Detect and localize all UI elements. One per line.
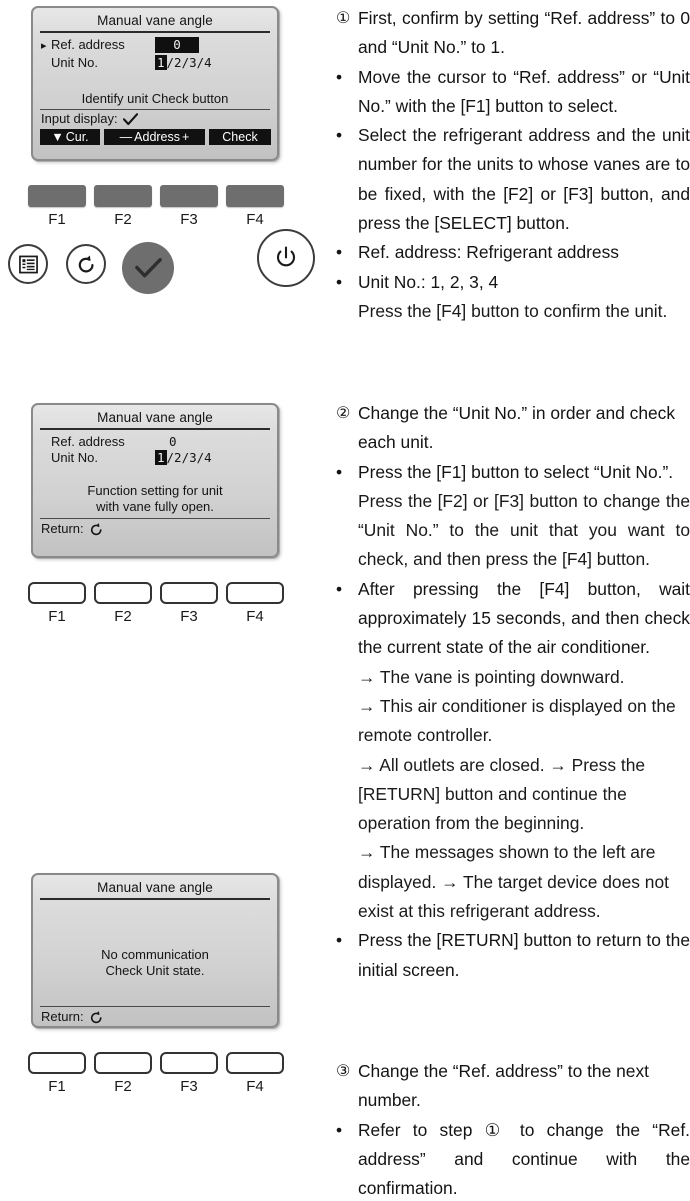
step1-bullet-4-continuation: Press the [F4] button to confirm the unit. <box>358 300 668 321</box>
softkey-check-label: Check <box>222 130 258 144</box>
softkey-address[interactable] <box>104 129 205 145</box>
function-key-f3[interactable] <box>160 582 218 626</box>
lcd2-message-line2: with vane fully open. <box>96 499 214 514</box>
lcd3-return-label: Return: <box>41 1009 84 1024</box>
return-arrow-icon <box>76 254 97 275</box>
function-key-f4[interactable] <box>226 582 284 626</box>
f3-label: F3 <box>180 608 198 625</box>
step2-arrow-3: → All outlets are closed. → Press the [RETURN] button and continue the operation from the beginning. <box>358 754 646 834</box>
function-key-f2[interactable] <box>94 1052 152 1096</box>
lcd1-ref-address-label: Ref. address <box>51 37 125 52</box>
function-key-row-3 <box>28 1052 284 1096</box>
instructions-column <box>336 0 690 1201</box>
step1-text: First, confirm by setting “Ref. address” to 0 and “Unit No.” to 1. <box>358 8 690 58</box>
step2-bullet-1 <box>336 458 690 487</box>
lcd-screen-3 <box>31 873 279 1028</box>
lcd1-unit-no-selected: 1 <box>157 54 165 70</box>
down-triangle-icon: ▼ <box>51 130 64 144</box>
power-icon <box>274 246 298 270</box>
lcd2-row-unit-no[interactable] <box>39 450 271 466</box>
lcd-screen-1 <box>31 6 279 161</box>
bullet-icon: • <box>336 66 343 87</box>
step2-bullet-1-continuation: Press the [F2] or [F3] button to change the “Unit No.” to the unit that you want to check, and then press the [F4] button. <box>358 490 690 570</box>
f4-pad-icon[interactable] <box>226 582 284 604</box>
instruction-step-3 <box>336 1057 690 1201</box>
function-key-f4[interactable] <box>226 1052 284 1096</box>
step1-bullet-3-text: Ref. address: Refrigerant address <box>358 242 619 263</box>
lcd2-row-ref-address[interactable] <box>39 434 271 450</box>
step-number-3: ③ <box>336 1063 351 1080</box>
return-arrow-icon <box>89 1010 104 1025</box>
step1-bullet-2-text: Select the refrigerant address and the unit number for the units to whose vanes are to be fixed, with the [F2] or [F3] button, and press the [SELECT] button. <box>358 125 690 234</box>
controller-illustrations-column <box>0 0 330 1201</box>
function-key-f2[interactable] <box>94 582 152 626</box>
lcd2-ref-address-value[interactable]: 0 <box>169 434 177 449</box>
step1-bullet-4 <box>336 268 690 297</box>
lcd-screen-2 <box>31 403 279 558</box>
lcd2-message-rule <box>40 518 270 519</box>
lcd1-unit-no-label: Unit No. <box>51 54 98 70</box>
function-key-f2[interactable] <box>94 185 152 229</box>
lcd1-unit-no-rest: /2/3/4 <box>166 54 212 70</box>
step1-bullet-1-text: Move the cursor to “Ref. address” or “Unit No.” with the [F1] button to select. <box>358 66 690 116</box>
f3-label: F3 <box>180 211 198 228</box>
step1-bullet-1 <box>336 63 690 122</box>
bullet-icon: • <box>336 578 343 599</box>
step2-bullet-3 <box>336 926 690 985</box>
softkey-cur-label: Cur. <box>65 130 89 144</box>
lcd2-unit-no-value[interactable] <box>155 450 212 466</box>
power-button[interactable] <box>257 229 315 287</box>
function-key-f1[interactable] <box>28 582 86 626</box>
bullet-icon: • <box>336 242 343 263</box>
f2-pad-icon[interactable] <box>94 185 152 207</box>
lcd3-return-row <box>39 1009 271 1025</box>
function-key-f1[interactable] <box>28 1052 86 1096</box>
f4-label: F4 <box>246 1078 264 1095</box>
step1-heading <box>336 4 690 63</box>
function-key-row-2 <box>28 582 284 626</box>
step3-bullet-1-text: Refer to step ① to change the “Ref. address” and continue with the confirmation. <box>358 1119 690 1199</box>
lcd2-unit-no-selected: 1 <box>157 449 165 465</box>
return-button[interactable] <box>66 244 106 284</box>
step3-text: Change the “Ref. address” to the next number. <box>358 1061 649 1111</box>
select-button[interactable] <box>122 242 174 294</box>
check-icon <box>123 113 138 126</box>
f4-label: F4 <box>246 211 264 228</box>
f1-pad-icon[interactable] <box>28 185 86 207</box>
f1-pad-icon[interactable] <box>28 582 86 604</box>
softkey-check[interactable] <box>209 129 271 145</box>
lcd1-softkey-bar <box>39 129 271 145</box>
step2-text: Change the “Unit No.” in order and check each unit. <box>358 403 676 453</box>
step3-heading <box>336 1057 690 1116</box>
lcd2-title-rule <box>40 428 270 430</box>
lcd2-ref-address-label: Ref. address <box>51 434 125 449</box>
lcd2-unit-no-rest: /2/3/4 <box>166 449 212 465</box>
bullet-icon: • <box>336 930 343 951</box>
f2-pad-icon[interactable] <box>94 1052 152 1074</box>
step2-bullet-2-text: After pressing the [F4] button, wait approximately 15 seconds, and then check the current state of the air conditioner. <box>358 578 690 658</box>
step1-bullet-4-text: Unit No.: 1, 2, 3, 4 <box>358 271 499 292</box>
lcd1-message-rule <box>40 109 270 110</box>
bullet-icon: • <box>336 271 343 292</box>
lcd1-input-display-label: Input display: <box>41 111 118 126</box>
lcd2-message-line1: Function setting for unit <box>87 483 223 498</box>
step-number-2: ② <box>336 405 351 422</box>
lcd2-title: Manual vane angle <box>97 410 213 425</box>
function-key-f3[interactable] <box>160 1052 218 1096</box>
check-icon <box>135 257 162 279</box>
function-key-f3[interactable] <box>160 185 218 229</box>
lcd3-message-rule <box>40 1006 270 1007</box>
f4-label: F4 <box>246 608 264 625</box>
step2-bullet-2 <box>336 575 690 663</box>
plus-icon: + <box>182 130 190 144</box>
lcd1-message: Identify unit Check button <box>81 91 229 106</box>
menu-button[interactable] <box>8 244 48 284</box>
f1-label: F1 <box>48 608 66 625</box>
cursor-caret-icon: ▸ <box>41 40 47 52</box>
step2-heading <box>336 399 690 458</box>
function-key-row-1 <box>28 185 284 229</box>
function-key-f1[interactable] <box>28 185 86 229</box>
f3-pad-icon[interactable] <box>160 1052 218 1074</box>
lcd1-unit-no-value[interactable] <box>155 55 212 71</box>
f2-label: F2 <box>114 1078 132 1095</box>
lcd3-title-rule <box>40 898 270 900</box>
f4-pad-icon[interactable] <box>226 1052 284 1074</box>
lcd1-ref-address-value[interactable]: 0 <box>155 37 199 53</box>
step3-bullet-1 <box>336 1116 690 1201</box>
step2-arrow-2: → This air conditioner is displayed on the remote controller. <box>358 695 676 746</box>
bullet-icon: • <box>336 1119 343 1140</box>
f3-pad-icon[interactable] <box>160 185 218 207</box>
f1-pad-icon[interactable] <box>28 1052 86 1074</box>
step2-bullet-1-text: Press the [F1] button to select “Unit No.”. <box>358 461 674 482</box>
circle-button-row <box>0 244 330 306</box>
lcd2-return-label: Return: <box>41 521 84 536</box>
f2-pad-icon[interactable] <box>94 582 152 604</box>
f2-label: F2 <box>114 211 132 228</box>
instruction-step-2 <box>336 399 690 985</box>
f1-label: F1 <box>48 1078 66 1095</box>
lcd2-return-row <box>39 521 271 537</box>
function-key-f4[interactable] <box>226 185 284 229</box>
softkey-address-label: Address <box>134 130 181 144</box>
lcd3-message-line1: No communication <box>101 947 209 962</box>
step2-arrow-1: → The vane is pointing downward. <box>358 666 625 687</box>
lcd1-title: Manual vane angle <box>97 13 213 28</box>
step1-bullet-2 <box>336 121 690 238</box>
f2-label: F2 <box>114 608 132 625</box>
step-number-1: ① <box>336 10 351 27</box>
minus-icon: — <box>119 130 133 144</box>
bullet-icon: • <box>336 125 343 146</box>
lcd3-title: Manual vane angle <box>97 880 213 895</box>
return-arrow-icon <box>89 522 104 537</box>
lcd3-message-line2: Check Unit state. <box>105 963 205 978</box>
lcd2-unit-no-label: Unit No. <box>51 449 98 465</box>
softkey-cur[interactable] <box>40 129 100 145</box>
bullet-icon: • <box>336 461 343 482</box>
lcd1-row-ref-address[interactable] <box>39 37 271 55</box>
f4-pad-icon[interactable] <box>226 185 284 207</box>
step1-bullet-3 <box>336 238 690 267</box>
lcd1-title-rule <box>40 31 270 33</box>
instruction-step-1 <box>336 4 690 326</box>
f3-pad-icon[interactable] <box>160 582 218 604</box>
f3-label: F3 <box>180 1078 198 1095</box>
lcd1-input-display-row <box>39 111 271 127</box>
lcd1-row-unit-no[interactable] <box>39 55 271 71</box>
menu-list-icon <box>19 255 38 274</box>
step2-bullet-3-text: Press the [RETURN] button to return to the initial screen. <box>358 930 690 980</box>
step2-arrow-4: → The messages shown to the left are displayed. → The target device does not exist at this refrigerant address. <box>358 842 669 922</box>
f1-label: F1 <box>48 211 66 228</box>
